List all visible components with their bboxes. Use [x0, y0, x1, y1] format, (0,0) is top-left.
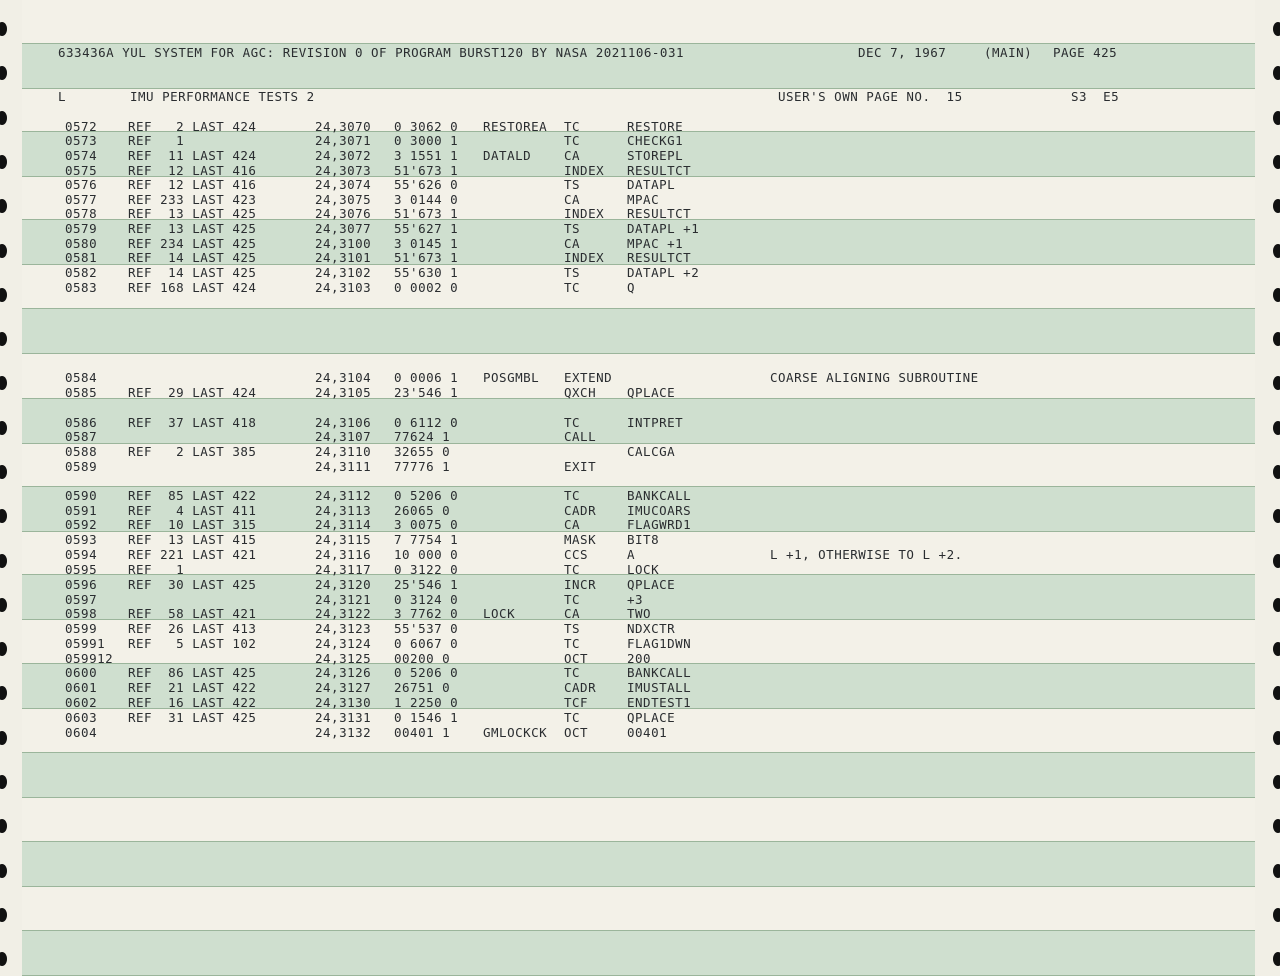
opcode: CA	[564, 236, 581, 251]
ref-field: REF 13 LAST 425	[128, 221, 257, 236]
line-number: 0601	[65, 680, 98, 695]
opcode: TS	[564, 221, 581, 236]
address: 24,3105	[315, 385, 372, 400]
opcode: TC	[564, 665, 581, 680]
address: 24,3113	[315, 503, 372, 518]
feed-hole	[0, 509, 7, 523]
line-number: 0577	[65, 192, 98, 207]
address: 24,3127	[315, 680, 372, 695]
opcode: TC	[564, 415, 581, 430]
feed-hole	[1273, 155, 1280, 169]
line-number: 0599	[65, 621, 98, 636]
octal-code: 51'673 1	[394, 250, 459, 265]
feed-hole	[1273, 731, 1280, 745]
feed-hole	[0, 642, 7, 656]
feed-hole	[1273, 952, 1280, 966]
opcode: EXTEND	[564, 370, 613, 385]
line-number: 0588	[65, 444, 98, 459]
operand: Q	[627, 280, 636, 295]
line-number: 0572	[65, 119, 98, 134]
operand: DATAPL	[627, 177, 676, 192]
opcode: OCT	[564, 651, 589, 666]
octal-code: 0 3062 0	[394, 119, 459, 134]
page-number: PAGE 425	[1053, 45, 1118, 60]
operand: TWO	[627, 606, 652, 621]
opcode: TC	[564, 562, 581, 577]
octal-code: 00401 1	[394, 725, 451, 740]
operand: QPLACE	[627, 577, 676, 592]
line-number: 0593	[65, 532, 98, 547]
line-number: 059912	[65, 651, 114, 666]
operand: BIT8	[627, 532, 660, 547]
line-number: 0596	[65, 577, 98, 592]
octal-code: 55'626 0	[394, 177, 459, 192]
address: 24,3125	[315, 651, 372, 666]
feed-hole	[0, 908, 7, 922]
opcode: CCS	[564, 547, 589, 562]
line-number: 0587	[65, 429, 98, 444]
octal-code: 26751 0	[394, 680, 451, 695]
address: 24,3101	[315, 250, 372, 265]
symbol-label: RESTOREA	[483, 119, 548, 134]
opcode: TC	[564, 119, 581, 134]
opcode: INDEX	[564, 250, 605, 265]
octal-code: 0 5206 0	[394, 488, 459, 503]
opcode: CA	[564, 148, 581, 163]
octal-code: 51'673 1	[394, 163, 459, 178]
opcode: OCT	[564, 725, 589, 740]
operand: QPLACE	[627, 385, 676, 400]
octal-code: 00200 0	[394, 651, 451, 666]
ref-field: REF 11 LAST 424	[128, 148, 257, 163]
feed-hole	[1273, 598, 1280, 612]
octal-code: 3 1551 1	[394, 148, 459, 163]
symbol-label: POSGMBL	[483, 370, 540, 385]
feed-hole	[0, 376, 7, 390]
opcode: MASK	[564, 532, 597, 547]
ref-field: REF 2 LAST 424	[128, 119, 257, 134]
line-number: 0602	[65, 695, 98, 710]
octal-code: 3 0144 0	[394, 192, 459, 207]
line-number: 0589	[65, 459, 98, 474]
symbol-label: LOCK	[483, 606, 516, 621]
octal-code: 0 3124 0	[394, 592, 459, 607]
feed-hole	[1273, 288, 1280, 302]
octal-code: 0 0006 1	[394, 370, 459, 385]
address: 24,3076	[315, 206, 372, 221]
line-number: 0581	[65, 250, 98, 265]
octal-code: 0 5206 0	[394, 665, 459, 680]
operand: A	[627, 547, 636, 562]
opcode: EXIT	[564, 459, 597, 474]
feed-hole	[1273, 22, 1280, 36]
feed-hole	[1273, 421, 1280, 435]
feed-hole	[0, 22, 7, 36]
ref-field: REF 29 LAST 424	[128, 385, 257, 400]
feed-hole	[0, 421, 7, 435]
address: 24,3120	[315, 577, 372, 592]
feed-hole	[0, 731, 7, 745]
ref-field: REF 1	[128, 562, 185, 577]
address: 24,3123	[315, 621, 372, 636]
octal-code: 10 000 0	[394, 547, 459, 562]
ref-field: REF 233 LAST 423	[128, 192, 257, 207]
feed-hole	[0, 952, 7, 966]
line-number: 0579	[65, 221, 98, 236]
feed-hole	[0, 155, 7, 169]
feed-hole	[1273, 199, 1280, 213]
line-number: 0597	[65, 592, 98, 607]
opcode: TS	[564, 265, 581, 280]
octal-code: 23'546 1	[394, 385, 459, 400]
operand: RESULTCT	[627, 250, 692, 265]
octal-code: 3 7762 0	[394, 606, 459, 621]
comment: COARSE ALIGNING SUBROUTINE	[770, 370, 979, 385]
octal-code: 1 2250 0	[394, 695, 459, 710]
line-number: 0574	[65, 148, 98, 163]
address: 24,3121	[315, 592, 372, 607]
feed-hole	[1273, 908, 1280, 922]
octal-code: 3 0075 0	[394, 517, 459, 532]
operand: CALCGA	[627, 444, 676, 459]
ref-field: REF 12 LAST 416	[128, 163, 257, 178]
address: 24,3102	[315, 265, 372, 280]
users-page-number: USER'S OWN PAGE NO. 15	[778, 89, 963, 104]
sheet-code: S3 E5	[1071, 89, 1120, 104]
feed-hole	[0, 864, 7, 878]
feed-hole	[0, 66, 7, 80]
feed-hole	[0, 244, 7, 258]
octal-code: 0 3122 0	[394, 562, 459, 577]
address: 24,3073	[315, 163, 372, 178]
feed-hole	[1273, 819, 1280, 833]
feed-hole	[0, 686, 7, 700]
operand: IMUCOARS	[627, 503, 692, 518]
paper-band	[22, 752, 1255, 798]
opcode: CA	[564, 517, 581, 532]
operand: STOREPL	[627, 148, 684, 163]
log-marker: L	[58, 89, 67, 104]
feed-hole	[0, 111, 7, 125]
line-number: 0592	[65, 517, 98, 532]
address: 24,3100	[315, 236, 372, 251]
listing-date: DEC 7, 1967	[858, 45, 947, 60]
octal-code: 51'673 1	[394, 206, 459, 221]
feed-hole	[1273, 244, 1280, 258]
address: 24,3070	[315, 119, 372, 134]
paper-band	[22, 308, 1255, 354]
octal-code: 7 7754 1	[394, 532, 459, 547]
octal-code: 0 6112 0	[394, 415, 459, 430]
ref-field: REF 37 LAST 418	[128, 415, 257, 430]
operand: NDXCTR	[627, 621, 676, 636]
line-number: 0582	[65, 265, 98, 280]
opcode: INCR	[564, 577, 597, 592]
operand: CHECKG1	[627, 133, 684, 148]
paper-band	[22, 841, 1255, 887]
feed-hole	[1273, 775, 1280, 789]
feed-hole	[1273, 465, 1280, 479]
ref-field: REF 221 LAST 421	[128, 547, 257, 562]
ref-field: REF 234 LAST 425	[128, 236, 257, 251]
operand: FLAGWRD1	[627, 517, 692, 532]
line-number: 0595	[65, 562, 98, 577]
opcode: CADR	[564, 680, 597, 695]
operand: FLAG1DWN	[627, 636, 692, 651]
line-number: 0573	[65, 133, 98, 148]
line-number: 0600	[65, 665, 98, 680]
operand: 00401	[627, 725, 668, 740]
octal-code: 0 0002 0	[394, 280, 459, 295]
paper-band	[22, 930, 1255, 976]
feed-hole	[0, 332, 7, 346]
line-number: 05991	[65, 636, 106, 651]
opcode: TC	[564, 133, 581, 148]
listing-header-title: 633436A YUL SYSTEM FOR AGC: REVISION 0 OF PROGRAM BURST120 BY NASA 2021106-031	[58, 45, 684, 60]
feed-hole	[1273, 66, 1280, 80]
opcode: INDEX	[564, 163, 605, 178]
address: 24,3110	[315, 444, 372, 459]
comment: L +1, OTHERWISE TO L +2.	[770, 547, 963, 562]
ref-field: REF 4 LAST 411	[128, 503, 257, 518]
line-number: 0580	[65, 236, 98, 251]
opcode: QXCH	[564, 385, 597, 400]
address: 24,3104	[315, 370, 372, 385]
octal-code: 55'537 0	[394, 621, 459, 636]
symbol-label: DATALD	[483, 148, 532, 163]
feed-hole	[0, 465, 7, 479]
line-number: 0594	[65, 547, 98, 562]
feed-hole	[1273, 376, 1280, 390]
ref-field: REF 16 LAST 422	[128, 695, 257, 710]
opcode: CA	[564, 606, 581, 621]
operand: MPAC	[627, 192, 660, 207]
line-number: 0584	[65, 370, 98, 385]
line-number: 0591	[65, 503, 98, 518]
line-number: 0590	[65, 488, 98, 503]
opcode: TCF	[564, 695, 589, 710]
ref-field: REF 1	[128, 133, 185, 148]
opcode: TC	[564, 710, 581, 725]
address: 24,3126	[315, 665, 372, 680]
ref-field: REF 30 LAST 425	[128, 577, 257, 592]
address: 24,3114	[315, 517, 372, 532]
ref-field: REF 14 LAST 425	[128, 265, 257, 280]
feed-hole	[1273, 864, 1280, 878]
address: 24,3124	[315, 636, 372, 651]
feed-hole	[1273, 642, 1280, 656]
octal-code: 25'546 1	[394, 577, 459, 592]
feed-hole	[0, 554, 7, 568]
address: 24,3107	[315, 429, 372, 444]
octal-code: 0 3000 1	[394, 133, 459, 148]
opcode: CA	[564, 192, 581, 207]
ref-field: REF 2 LAST 385	[128, 444, 257, 459]
ref-field: REF 5 LAST 102	[128, 636, 257, 651]
operand: QPLACE	[627, 710, 676, 725]
feed-hole	[0, 775, 7, 789]
opcode: TC	[564, 280, 581, 295]
feed-hole	[1273, 509, 1280, 523]
feed-hole	[0, 288, 7, 302]
opcode: TS	[564, 177, 581, 192]
operand: +3	[627, 592, 644, 607]
ref-field: REF 13 LAST 425	[128, 206, 257, 221]
octal-code: 77776 1	[394, 459, 451, 474]
octal-code: 0 1546 1	[394, 710, 459, 725]
ref-field: REF 10 LAST 315	[128, 517, 257, 532]
ref-field: REF 31 LAST 425	[128, 710, 257, 725]
ref-field: REF 26 LAST 413	[128, 621, 257, 636]
address: 24,3122	[315, 606, 372, 621]
address: 24,3103	[315, 280, 372, 295]
feed-hole	[0, 199, 7, 213]
address: 24,3072	[315, 148, 372, 163]
ref-field: REF 168 LAST 424	[128, 280, 257, 295]
operand: RESULTCT	[627, 206, 692, 221]
operand: IMUSTALL	[627, 680, 692, 695]
operand: RESULTCT	[627, 163, 692, 178]
opcode: TC	[564, 592, 581, 607]
line-number: 0603	[65, 710, 98, 725]
opcode: TS	[564, 621, 581, 636]
opcode: CADR	[564, 503, 597, 518]
symbol-label: GMLOCKCK	[483, 725, 548, 740]
address: 24,3074	[315, 177, 372, 192]
operand: BANKCALL	[627, 665, 692, 680]
address: 24,3131	[315, 710, 372, 725]
opcode: TC	[564, 636, 581, 651]
opcode: INDEX	[564, 206, 605, 221]
address: 24,3115	[315, 532, 372, 547]
ref-field: REF 58 LAST 421	[128, 606, 257, 621]
operand: DATAPL +1	[627, 221, 700, 236]
ref-field: REF 21 LAST 422	[128, 680, 257, 695]
address: 24,3077	[315, 221, 372, 236]
line-number: 0598	[65, 606, 98, 621]
line-number: 0575	[65, 163, 98, 178]
log-section-title: IMU PERFORMANCE TESTS 2	[130, 89, 315, 104]
octal-code: 55'630 1	[394, 265, 459, 280]
address: 24,3117	[315, 562, 372, 577]
operand: 200	[627, 651, 652, 666]
feed-hole	[1273, 111, 1280, 125]
feed-hole	[0, 819, 7, 833]
address: 24,3132	[315, 725, 372, 740]
line-number: 0604	[65, 725, 98, 740]
listing-section: (MAIN)	[984, 45, 1033, 60]
address: 24,3116	[315, 547, 372, 562]
octal-code: 55'627 1	[394, 221, 459, 236]
ref-field: REF 85 LAST 422	[128, 488, 257, 503]
address: 24,3071	[315, 133, 372, 148]
octal-code: 32655 0	[394, 444, 451, 459]
feed-hole	[1273, 686, 1280, 700]
operand: MPAC +1	[627, 236, 684, 251]
octal-code: 0 6067 0	[394, 636, 459, 651]
address: 24,3075	[315, 192, 372, 207]
octal-code: 3 0145 1	[394, 236, 459, 251]
address: 24,3111	[315, 459, 372, 474]
ref-field: REF 12 LAST 416	[128, 177, 257, 192]
ref-field: REF 14 LAST 425	[128, 250, 257, 265]
operand: BANKCALL	[627, 488, 692, 503]
operand: INTPRET	[627, 415, 684, 430]
line-number: 0578	[65, 206, 98, 221]
feed-hole	[1273, 332, 1280, 346]
line-number: 0585	[65, 385, 98, 400]
ref-field: REF 86 LAST 425	[128, 665, 257, 680]
address: 24,3112	[315, 488, 372, 503]
operand: DATAPL +2	[627, 265, 700, 280]
ref-field: REF 13 LAST 415	[128, 532, 257, 547]
operand: LOCK	[627, 562, 660, 577]
opcode: CALL	[564, 429, 597, 444]
operand: RESTORE	[627, 119, 684, 134]
feed-hole	[1273, 554, 1280, 568]
line-number: 0576	[65, 177, 98, 192]
address: 24,3106	[315, 415, 372, 430]
opcode: TC	[564, 488, 581, 503]
feed-hole	[0, 598, 7, 612]
octal-code: 77624 1	[394, 429, 451, 444]
line-number: 0586	[65, 415, 98, 430]
operand: ENDTEST1	[627, 695, 692, 710]
address: 24,3130	[315, 695, 372, 710]
octal-code: 26065 0	[394, 503, 451, 518]
line-number: 0583	[65, 280, 98, 295]
